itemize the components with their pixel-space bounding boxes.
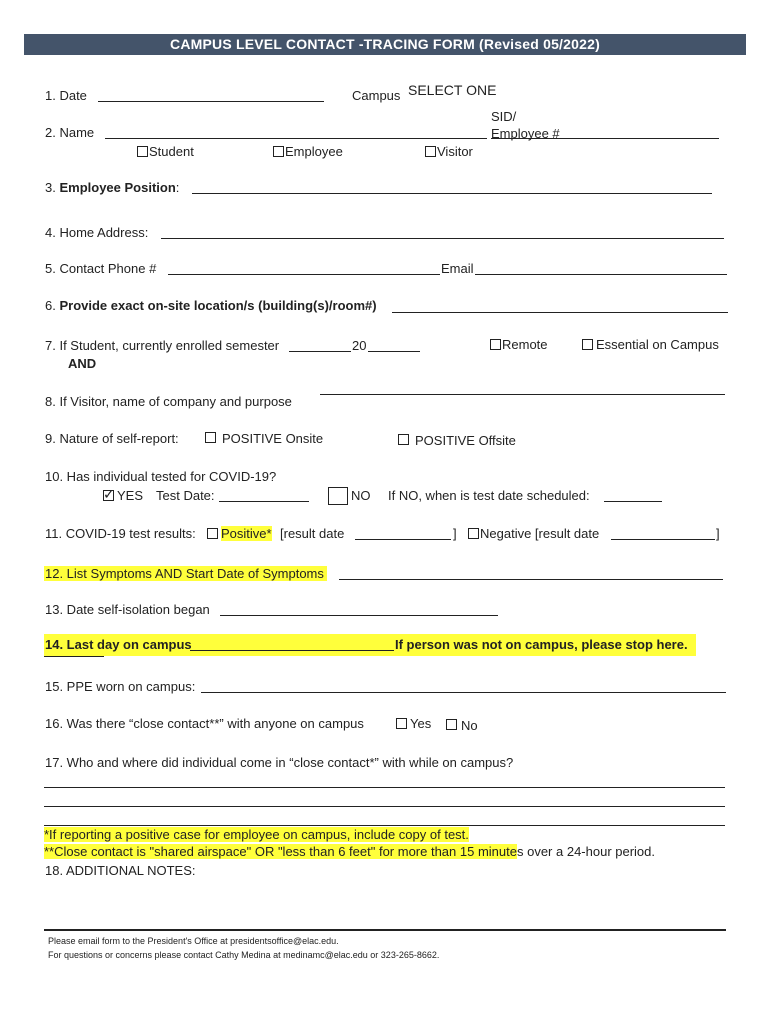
q3-label bbox=[45, 180, 179, 195]
essential-on-campus-checkbox[interactable] bbox=[582, 339, 593, 350]
positive-close-bracket: ] bbox=[453, 526, 457, 541]
remote-label: Remote bbox=[502, 337, 548, 352]
note-positive-case: *If reporting a positive case for employee on campus, include copy of test. bbox=[44, 827, 469, 842]
close-contact-field-2[interactable] bbox=[44, 806, 725, 807]
contact-phone-field[interactable] bbox=[168, 274, 440, 275]
negative-close-bracket: ] bbox=[716, 526, 720, 541]
home-address-field[interactable] bbox=[161, 238, 724, 239]
q5-label: 5. Contact Phone # bbox=[45, 261, 157, 276]
q18-label: 18. ADDITIONAL NOTES: bbox=[45, 863, 196, 878]
q8-label: 8. If Visitor, name of company and purpose bbox=[45, 394, 292, 409]
employee-position-field[interactable] bbox=[192, 193, 712, 194]
email-field[interactable] bbox=[475, 274, 727, 275]
semester-field[interactable] bbox=[289, 351, 351, 352]
employee-checkbox[interactable] bbox=[273, 146, 284, 157]
employee-label: Employee bbox=[285, 144, 343, 159]
q6-label-text: Provide exact on-site location/s (building(s)/room#) bbox=[59, 298, 377, 313]
close-contact-no-checkbox[interactable] bbox=[446, 719, 457, 730]
campus-select[interactable]: SELECT ONE bbox=[408, 82, 497, 98]
tested-no-label: NO bbox=[351, 488, 371, 503]
q13-label: 13. Date self-isolation began bbox=[45, 602, 210, 617]
visitor-label: Visitor bbox=[437, 144, 473, 159]
negative-result-checkbox[interactable] bbox=[468, 528, 479, 539]
isolation-date-field[interactable] bbox=[220, 615, 498, 616]
q12-label: 12. List Symptoms AND Start Date of Symptoms bbox=[44, 566, 327, 581]
footer-email-line: Please email form to the President's Office at presidentsoffice@elac.edu. bbox=[48, 936, 339, 946]
note-close-contact-rest: s over a 24-hour period. bbox=[516, 844, 656, 859]
positive-onsite-label: POSITIVE Onsite bbox=[222, 431, 324, 446]
sid-label-line1: SID/ bbox=[491, 109, 517, 124]
and-label: AND bbox=[68, 356, 97, 371]
tested-yes-checkbox[interactable] bbox=[103, 490, 114, 501]
scheduled-date-field[interactable] bbox=[604, 501, 662, 502]
note-close-contact-highlight: **Close contact is "shared airspace" OR "less than 6 feet" for more than 15 minute bbox=[44, 844, 517, 859]
q16-label: 16. Was there “close contact**” with anyone on campus bbox=[45, 716, 364, 731]
essential-on-campus-label: Essential on Campus bbox=[596, 337, 719, 352]
negative-label: Negative [result date bbox=[480, 526, 600, 541]
close-contact-field-1[interactable] bbox=[44, 787, 725, 788]
campus-label: Campus bbox=[352, 88, 401, 103]
year-prefix: 20 bbox=[352, 338, 367, 353]
date-field[interactable] bbox=[98, 101, 324, 102]
close-contact-yes-checkbox[interactable] bbox=[396, 718, 407, 729]
q11-label: 11. COVID-19 test results: bbox=[45, 526, 196, 541]
note-close-contact bbox=[44, 844, 655, 859]
positive-offsite-checkbox[interactable] bbox=[398, 434, 409, 445]
q7-label: 7. If Student, currently enrolled semester bbox=[45, 338, 280, 353]
tested-yes-label: YES bbox=[117, 488, 144, 503]
visitor-checkbox[interactable] bbox=[425, 146, 436, 157]
q6-number: 6. bbox=[45, 298, 60, 313]
q9-label: 9. Nature of self-report: bbox=[45, 431, 179, 446]
visitor-company-field[interactable] bbox=[320, 394, 725, 395]
student-checkbox[interactable] bbox=[137, 146, 148, 157]
test-date-field[interactable] bbox=[219, 501, 309, 502]
email-label: Email bbox=[441, 261, 474, 276]
ppe-field[interactable] bbox=[201, 692, 726, 693]
footer-divider bbox=[44, 929, 726, 931]
close-contact-yes-label: Yes bbox=[410, 716, 432, 731]
remote-checkbox[interactable] bbox=[490, 339, 501, 350]
name-field[interactable] bbox=[105, 138, 487, 139]
positive-result-date-field[interactable] bbox=[355, 539, 451, 540]
positive-label: Positive* bbox=[221, 526, 272, 541]
positive-offsite-label: POSITIVE Offsite bbox=[415, 433, 516, 448]
footer-contact-line: For questions or concerns please contact Cathy Medina at medinamc@elac.edu or 323-265-8662. bbox=[48, 950, 440, 960]
q4-label: 4. Home Address: bbox=[45, 225, 149, 240]
positive-result-checkbox[interactable] bbox=[207, 528, 218, 539]
q6-label bbox=[45, 298, 377, 313]
positive-onsite-checkbox[interactable] bbox=[205, 432, 216, 443]
last-day-field[interactable] bbox=[190, 650, 394, 651]
tested-no-checkbox[interactable] bbox=[328, 487, 348, 505]
q15-label: 15. PPE worn on campus: bbox=[45, 679, 196, 694]
q14-label: 14. Last day on campus bbox=[45, 637, 192, 652]
q3-colon: : bbox=[175, 180, 180, 195]
year-field[interactable] bbox=[368, 351, 420, 352]
close-contact-no-label: No bbox=[461, 718, 478, 733]
q17-label: 17. Who and where did individual come in “close contact*” with while on campus? bbox=[45, 755, 514, 770]
q1-label: 1. Date bbox=[45, 88, 87, 103]
symptoms-field[interactable] bbox=[339, 579, 723, 580]
scheduled-label: If NO, when is test date scheduled: bbox=[388, 488, 590, 503]
sid-field[interactable] bbox=[491, 138, 719, 139]
q2-label: 2. Name bbox=[45, 125, 95, 140]
q3-number: 3. bbox=[45, 180, 60, 195]
student-label: Student bbox=[149, 144, 194, 159]
test-date-label: Test Date: bbox=[156, 488, 215, 503]
q10-label: 10. Has individual tested for COVID-19? bbox=[45, 469, 277, 484]
q14-stop-note: If person was not on campus, please stop here. bbox=[395, 637, 688, 652]
close-contact-field-3[interactable] bbox=[44, 825, 725, 826]
form-title: CAMPUS LEVEL CONTACT -TRACING FORM (Revised 05/2022) bbox=[24, 34, 746, 55]
negative-result-date-field[interactable] bbox=[611, 539, 715, 540]
location-field[interactable] bbox=[392, 312, 728, 313]
q3-label-text: Employee Position bbox=[59, 180, 176, 195]
positive-result-date-label: [result date bbox=[280, 526, 345, 541]
q14-underline bbox=[44, 656, 104, 657]
sid-label-line2: Employee # bbox=[491, 126, 560, 141]
